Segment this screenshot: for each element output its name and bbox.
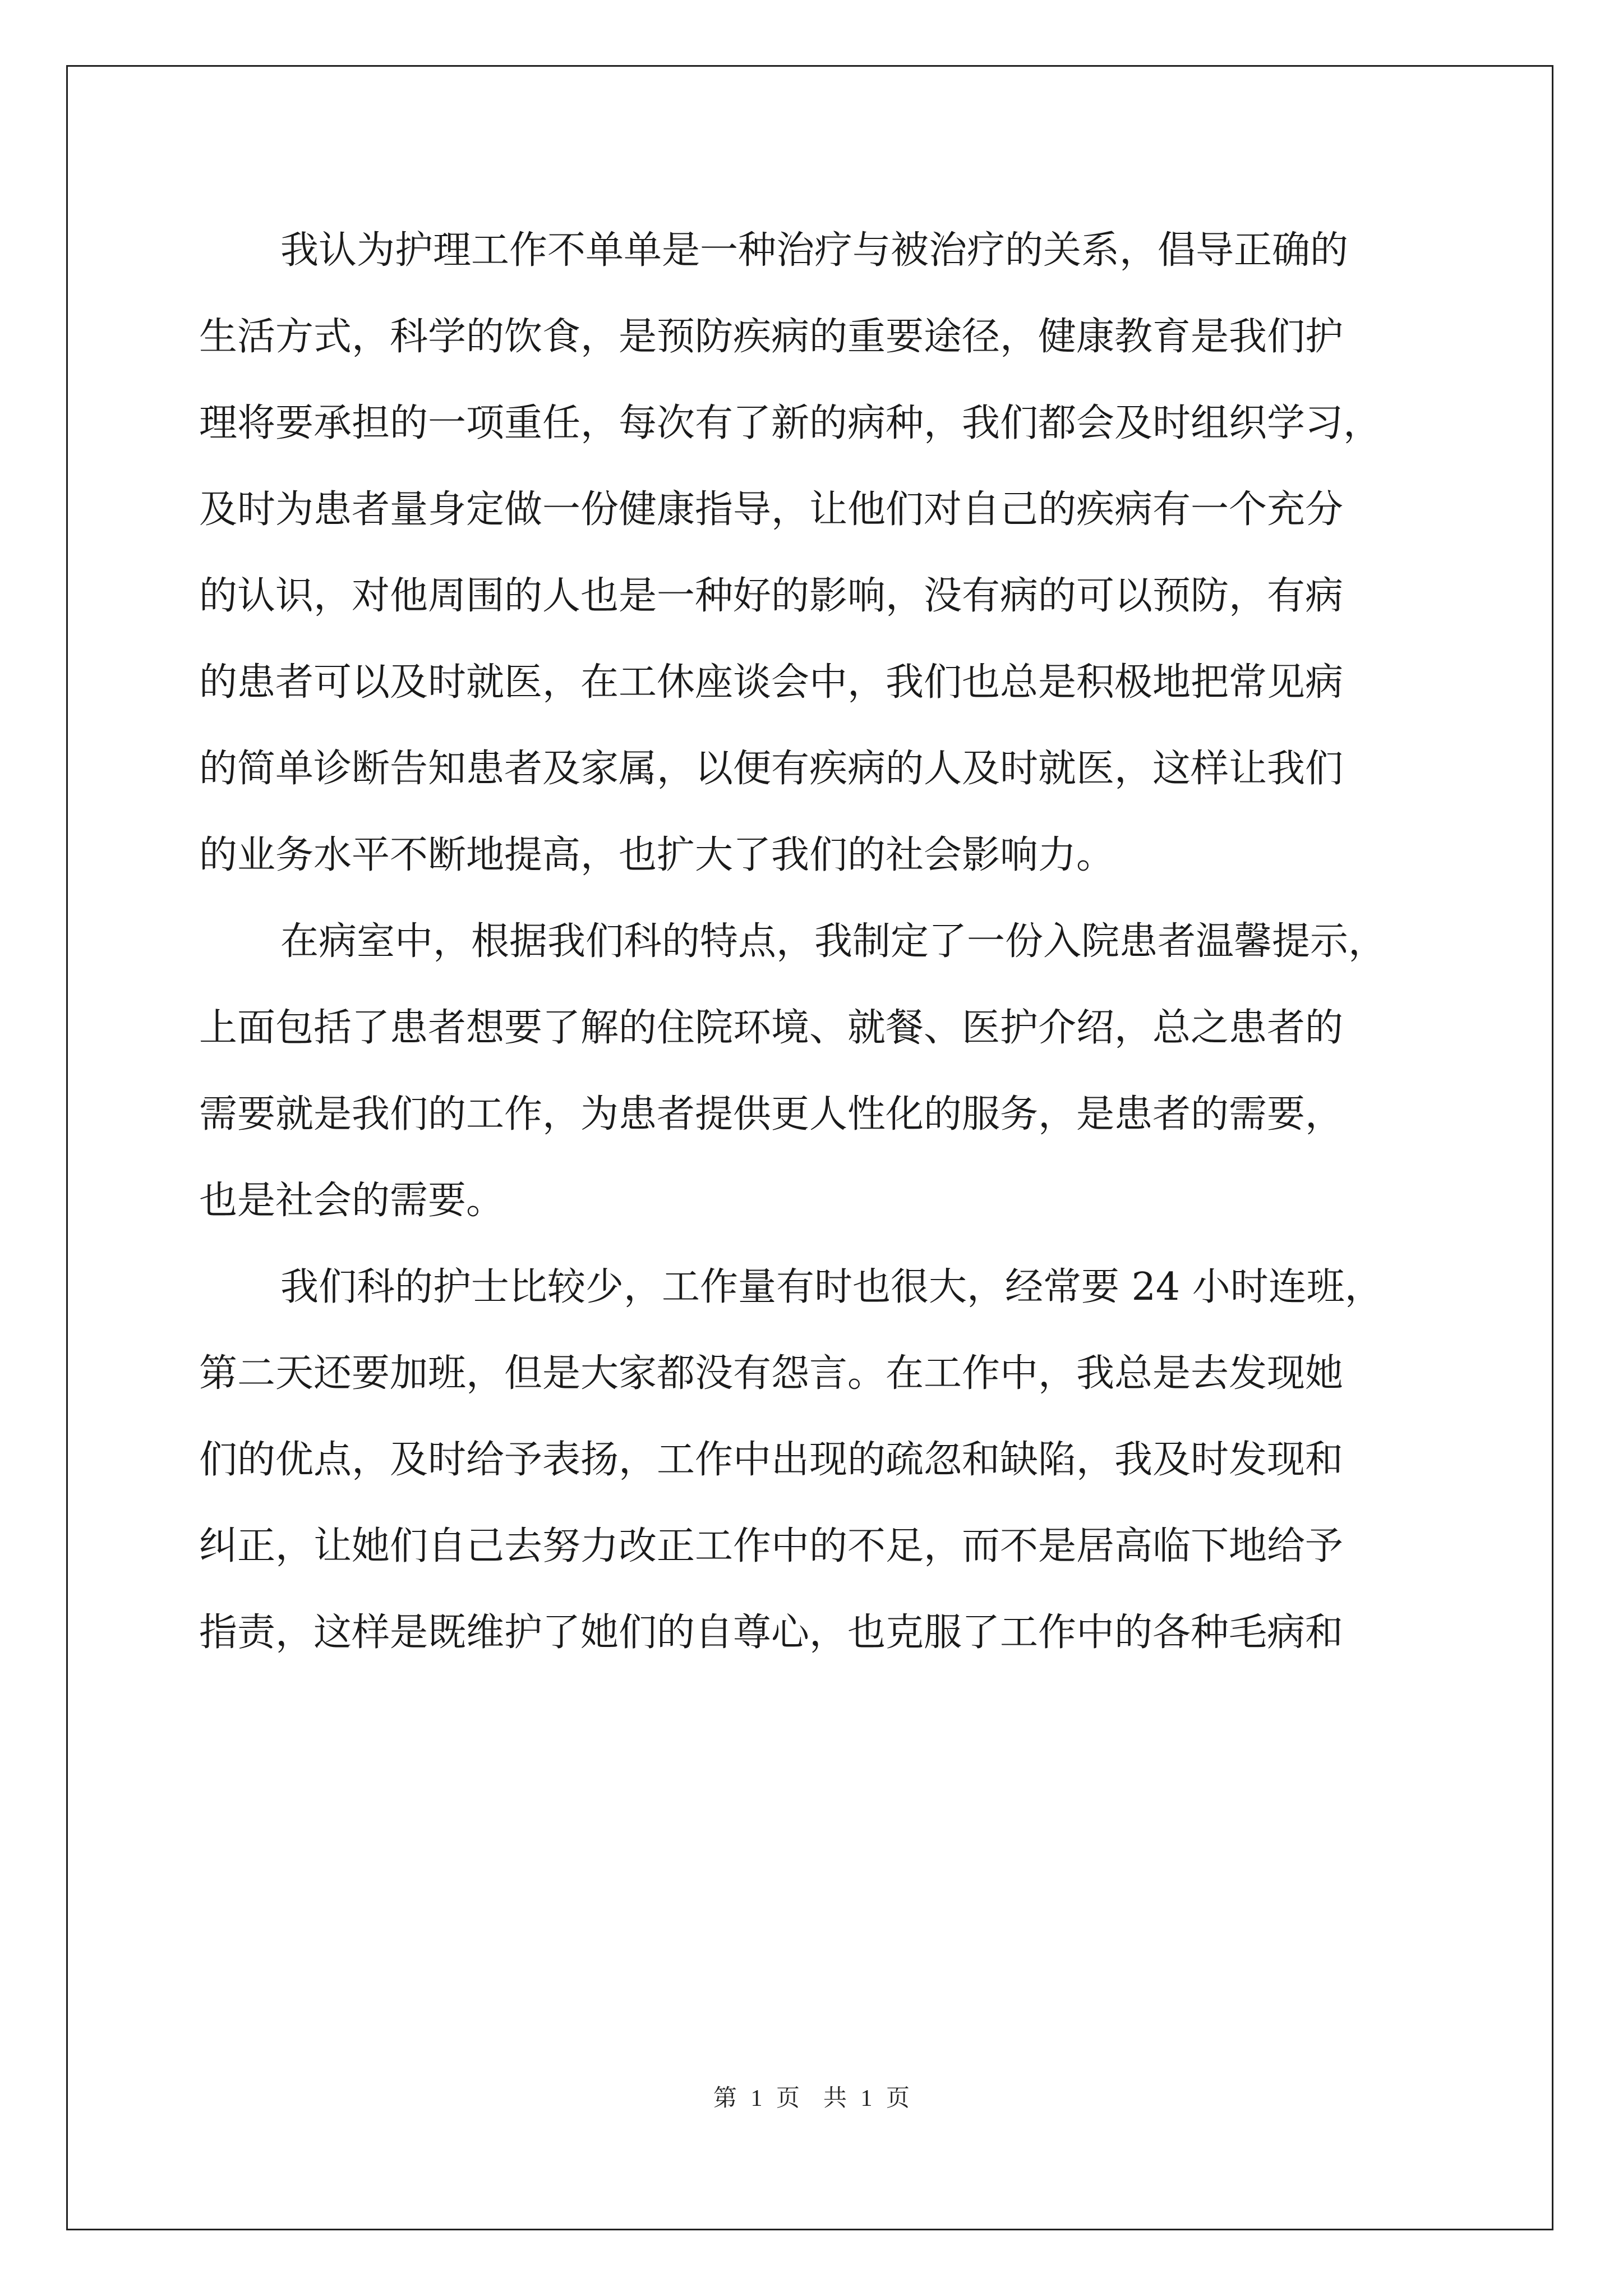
- document-body: [199, 208, 1433, 1676]
- page-footer: 第 1 页 共 1 页: [713, 2086, 910, 2111]
- text-line: 需要就是我们的工作，为患者提供更人性化的服务，是患者的需要，: [199, 1092, 1344, 1137]
- text-line: 的认识，对他周围的人也是一种好的影响，没有病的可以预防，有病: [199, 574, 1344, 618]
- text-line: 在病室中，根据我们科的特点，我制定了一份入院患者温馨提示，: [280, 919, 1387, 964]
- text-line: 的简单诊断告知患者及家属，以便有疾病的人及时就医，这样让我们: [199, 747, 1344, 791]
- text-line: 我认为护理工作不单单是一种治疗与被治疗的关系，倡导正确的: [280, 228, 1349, 273]
- text-line: 理将要承担的一项重任，每次有了新的病种，我们都会及时组织学习，: [199, 401, 1382, 445]
- text-line: 们的优点，及时给予表扬，工作中出现的疏忽和缺陷，我及时发现和: [199, 1438, 1344, 1482]
- text-line: 及时为患者量身定做一份健康指导，让他们对自己的疾病有一个充分: [199, 487, 1344, 532]
- text-line: 纠正，让她们自己去努力改正工作中的不足，而不是居高临下地给予: [199, 1524, 1344, 1568]
- text-line: 第二天还要加班，但是大家都没有怨言。在工作中，我总是去发现她: [199, 1351, 1344, 1396]
- text-line: 上面包括了患者想要了解的住院环境、就餐、医护介绍，总之患者的: [199, 1006, 1344, 1050]
- text-line: 的患者可以及时就医，在工休座谈会中，我们也总是积极地把常见病: [199, 660, 1344, 705]
- text-line: 也是社会的需要。: [199, 1179, 505, 1223]
- text-line: 的业务水平不断地提高，也扩大了我们的社会影响力。: [199, 833, 1115, 877]
- text-line: 指责，这样是既维护了她们的自尊心，也克服了工作中的各种毛病和: [199, 1611, 1344, 1655]
- text-line: 生活方式，科学的饮食，是预防疾病的重要途径，健康教育是我们护: [199, 315, 1344, 359]
- text-line: 我们科的护士比较少，工作量有时也很大，经常要 24 小时连班，: [280, 1265, 1383, 1309]
